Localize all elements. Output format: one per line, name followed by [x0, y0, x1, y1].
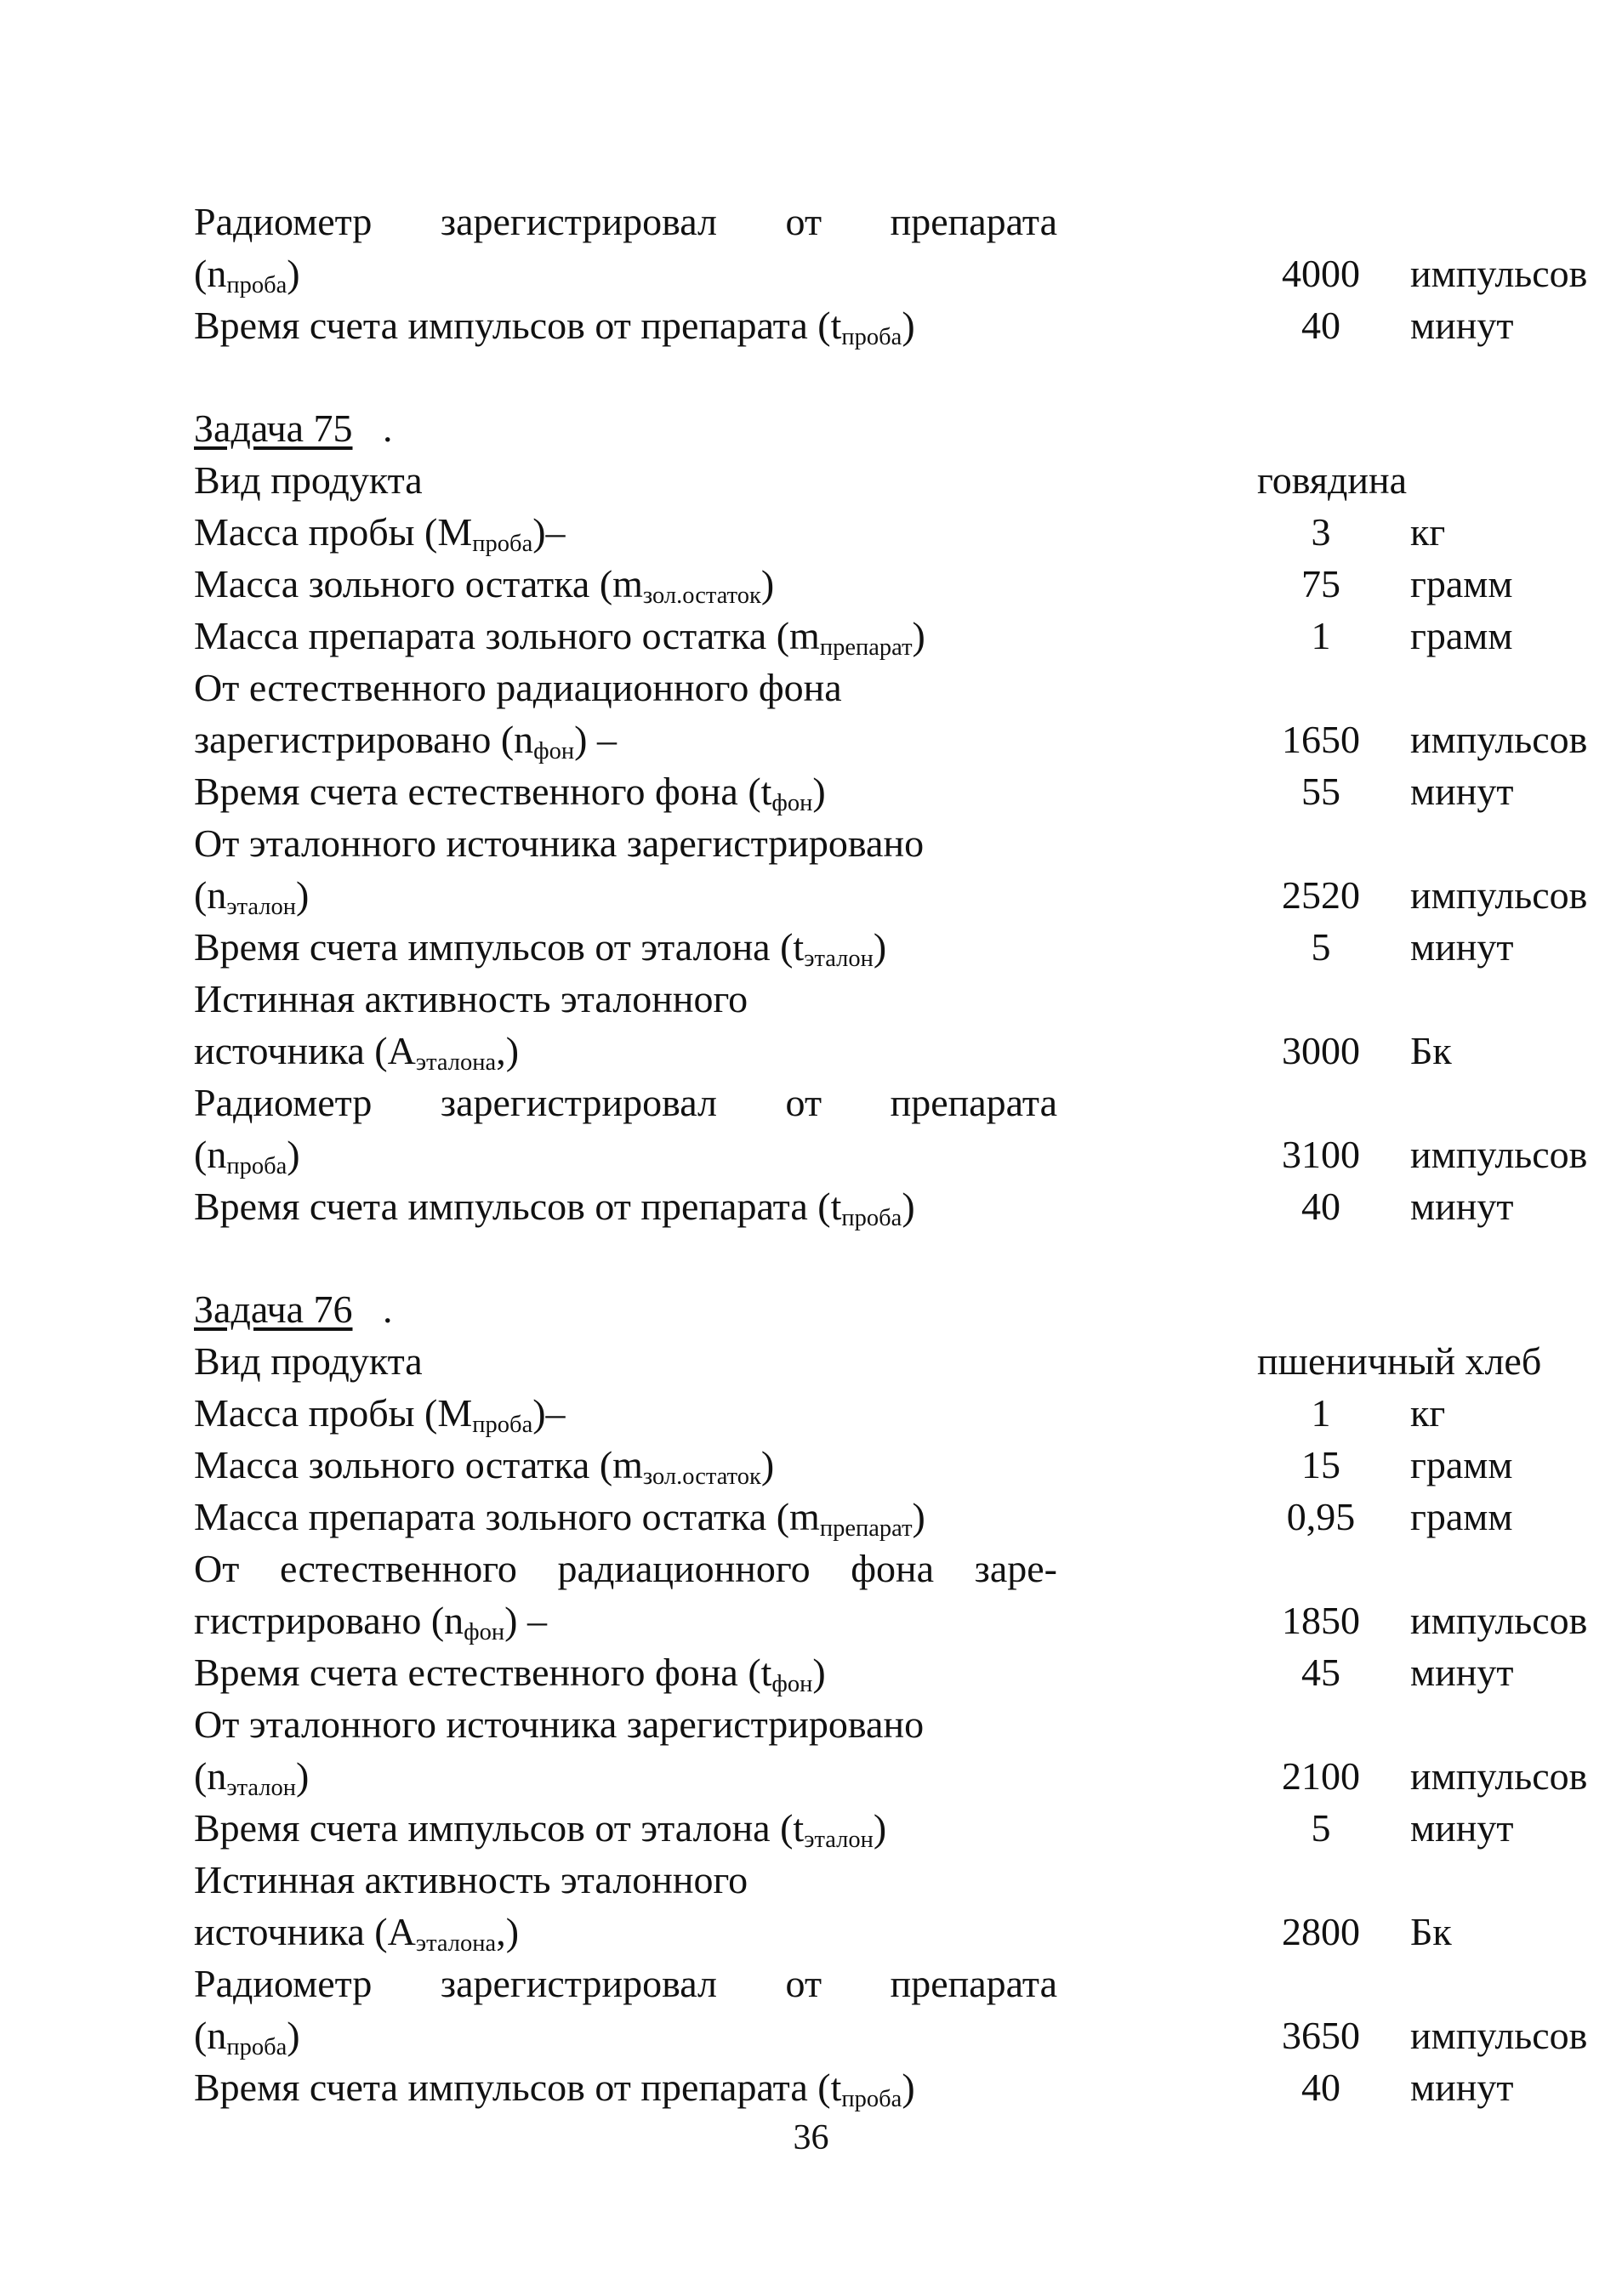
row-unit: грамм — [1410, 562, 1513, 605]
row-value: 45 — [1301, 1651, 1340, 1694]
row-unit: импульсов — [1410, 2014, 1588, 2057]
row-value: говядина — [1257, 458, 1408, 502]
row-value: 1 — [1311, 614, 1331, 657]
row-label: Масса пробы $(M_{проба})-$ — [194, 510, 566, 558]
row-value: 0,95 — [1286, 1495, 1356, 1538]
data-row — [194, 1906, 1452, 1958]
row-label: зарегистрировано $(n_{фон})$ – — [194, 718, 617, 765]
row-unit: грамм — [1410, 1443, 1513, 1486]
text-line — [194, 817, 1436, 869]
text-line — [194, 196, 1436, 247]
subscript: проба — [226, 272, 287, 299]
data-row — [194, 1491, 1513, 1543]
row-unit: Бк — [1410, 1910, 1452, 1953]
text-line — [194, 1698, 1436, 1750]
row-unit: грамм — [1410, 614, 1513, 657]
line-text: От эталонного источника зарегистрировано — [194, 821, 925, 865]
row-value: 3 — [1311, 510, 1331, 554]
row-label: Время счета естественного фона $(t_{фон})$ — [194, 770, 826, 817]
data-row — [194, 1594, 1588, 1646]
page-number: 36 — [793, 2118, 829, 2157]
data-row — [194, 1387, 1446, 1439]
data-row — [194, 1335, 1542, 1387]
row-label: $(n_{проба})$ — [194, 252, 300, 299]
task-76-heading: Задача 76 . — [194, 1287, 393, 1331]
data-row — [194, 869, 1588, 921]
row-unit: минут — [1410, 770, 1514, 813]
line-text: Радиометр зарегистрировал от препарата — [194, 200, 1057, 243]
text-line — [194, 1854, 1436, 1906]
data-row — [194, 247, 1588, 299]
row-value: 5 — [1311, 925, 1331, 969]
task-75-heading: Задача 75 . — [194, 406, 393, 450]
row-label: Вид продукта — [194, 1339, 423, 1383]
task-title: Задача 75 — [194, 406, 353, 450]
page-content — [194, 196, 1588, 2113]
data-row — [194, 610, 1513, 662]
data-row — [194, 1025, 1452, 1077]
row-unit: минут — [1410, 304, 1514, 347]
data-row — [194, 1128, 1588, 1180]
row-unit: минут — [1410, 925, 1514, 969]
row-unit: импульсов — [1410, 1133, 1588, 1176]
row-label: Время счета естественного фона $(t_{фон})$ — [194, 1651, 826, 1698]
row-value: 75 — [1301, 562, 1340, 605]
row-value: 40 — [1301, 1185, 1340, 1228]
row-value: 3000 — [1282, 1029, 1360, 1072]
data-row — [194, 2061, 1514, 2113]
row-value: 1650 — [1282, 718, 1360, 761]
row-unit: импульсов — [1410, 718, 1588, 761]
row-label: Масса препарата зольного остатка $(m_{препарат})$ — [194, 1495, 925, 1543]
row-unit: импульсов — [1410, 1599, 1588, 1642]
row-value: 5 — [1311, 1806, 1331, 1850]
line-text: Истинная активность эталонного — [194, 977, 748, 1020]
section-gap — [194, 1232, 1436, 1283]
row-label: $(n_{проба})$ — [194, 2014, 300, 2061]
row-unit: импульсов — [1410, 1754, 1588, 1798]
row-label: $(n_{проба})$ — [194, 1133, 300, 1180]
row-unit: кг — [1410, 510, 1446, 554]
row-unit: минут — [1410, 2066, 1514, 2109]
row-label: Масса зольного остатка $(m_{зол.остаток})$ — [194, 562, 775, 610]
row-unit: импульсов — [1410, 252, 1588, 295]
row-unit: Бк — [1410, 1029, 1452, 1072]
row-label: Время счета импульсов от эталона $(t_{эталон})$ — [194, 1806, 887, 1854]
row-label: Вид продукта — [194, 458, 423, 502]
row-value: 1850 — [1282, 1599, 1360, 1642]
row-label: $(n_{эталон})$ — [194, 1754, 310, 1802]
data-row — [194, 765, 1514, 817]
text-line — [194, 1958, 1436, 2009]
data-row — [194, 2009, 1588, 2061]
line-text: От естественного радиационного фона — [194, 666, 842, 709]
data-row — [194, 299, 1514, 351]
data-row — [194, 1180, 1514, 1232]
row-value: 4000 — [1282, 252, 1360, 295]
line-text: От естественного радиационного фона заре- — [194, 1547, 1057, 1590]
data-row — [194, 506, 1446, 558]
text-line — [194, 1077, 1436, 1128]
row-unit: импульсов — [1410, 873, 1588, 917]
row-value: 40 — [1301, 2066, 1340, 2109]
task-title: Задача 76 — [194, 1287, 353, 1331]
row-value: 3650 — [1282, 2014, 1360, 2057]
row-value: 2100 — [1282, 1754, 1360, 1798]
line-text: От эталонного источника зарегистрировано — [194, 1702, 925, 1746]
data-row — [194, 454, 1436, 506]
row-label: источника $(A_{эталона},)$ — [194, 1910, 520, 1958]
row-label: Масса препарата зольного остатка $(m_{препарат})$ — [194, 614, 925, 662]
data-row — [194, 713, 1588, 765]
row-value: 15 — [1301, 1443, 1340, 1486]
line-text: Радиометр зарегистрировал от препарата — [194, 1081, 1057, 1124]
row-label: $(n_{эталон})$ — [194, 873, 310, 921]
row-label: Время счета импульсов от препарата $(t_{проба})$ — [194, 304, 915, 351]
data-row — [194, 1802, 1514, 1854]
data-row — [194, 1750, 1588, 1802]
row-unit: грамм — [1410, 1495, 1513, 1538]
row-value: 40 — [1301, 304, 1340, 347]
row-label: Время счета импульсов от препарата $(t_{проба})$ — [194, 1185, 915, 1232]
row-label: Масса зольного остатка $(m_{зол.остаток})$ — [194, 1443, 775, 1491]
row-value: 3100 — [1282, 1133, 1360, 1176]
line-text: Радиометр зарегистрировал от препарата — [194, 1962, 1057, 2005]
subscript: проба — [841, 324, 902, 351]
row-label: Время счета импульсов от эталона $(t_{эталон})$ — [194, 925, 887, 973]
row-unit: минут — [1410, 1806, 1514, 1850]
row-value: 2520 — [1282, 873, 1360, 917]
row-value: пшеничный хлеб — [1257, 1339, 1542, 1383]
data-row — [194, 921, 1514, 973]
data-row — [194, 1646, 1514, 1698]
row-unit: кг — [1410, 1391, 1446, 1435]
text-line — [194, 662, 1436, 713]
row-unit: минут — [1410, 1185, 1514, 1228]
data-row — [194, 558, 1513, 610]
row-value: 2800 — [1282, 1910, 1360, 1953]
row-label: источника $(A_{эталона},)$ — [194, 1029, 520, 1077]
line-text: Истинная активность эталонного — [194, 1858, 748, 1901]
row-unit: минут — [1410, 1651, 1514, 1694]
text-line — [194, 1543, 1436, 1594]
row-label: гистрировано $(n_{фон})$ – — [194, 1599, 547, 1646]
row-value: 55 — [1301, 770, 1340, 813]
text-line — [194, 973, 1436, 1025]
row-label: Время счета импульсов от препарата $(t_{проба})$ — [194, 2066, 915, 2113]
row-label: Масса пробы $(M_{проба})-$ — [194, 1391, 566, 1439]
row-value: 1 — [1311, 1391, 1331, 1435]
data-row — [194, 1439, 1513, 1491]
section-gap — [194, 351, 1436, 402]
